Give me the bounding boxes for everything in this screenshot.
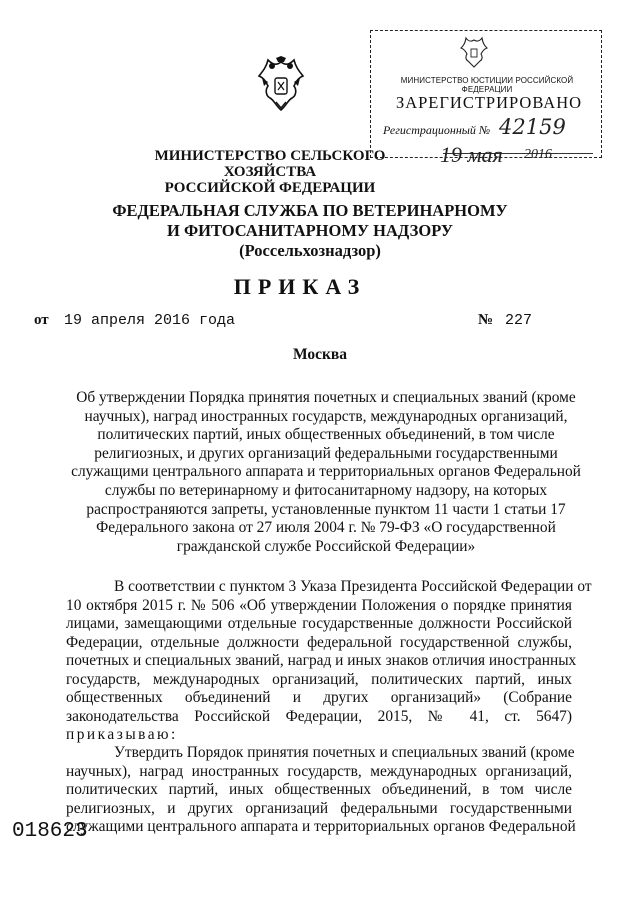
paragraph-line: 10 октября 2015 г. № 506 «Об утверждении Положения о порядке принятия [66, 596, 572, 614]
subject-line: Федерального закона от 27 июля 2004 г. № 79-ФЗ «О государственной [96, 519, 556, 537]
paragraph-line: лицами, замещающими отдельные государственные должности Российской [66, 615, 572, 632]
preamble-paragraph [66, 578, 592, 745]
paragraph-line: служащими центрального аппарата и территориальных органов Федеральной [66, 818, 576, 835]
stamp-registered-label: ЗАРЕГИСТРИРОВАНО [395, 93, 583, 112]
order-subject [60, 389, 592, 556]
paragraph-line: Утвердить Порядок принятия почетных и специальных званий (кроме [114, 744, 575, 761]
service-name-line2: И ФИТОСАНИТАРНОМУ НАДЗОРУ [167, 221, 453, 240]
subject-line: гражданской службе Российской Федерации» [176, 537, 476, 555]
order-title: ПРИКАЗ [233, 274, 367, 299]
number-prefix: № [478, 312, 494, 328]
paragraph-line: законодательства Российской Федерации, 2015, № 41, ст. 5647) [66, 707, 572, 725]
registration-stamp [370, 30, 602, 158]
subject-line: религиозных, и других организаций федеральными государственными [94, 444, 558, 462]
page-serial-code: 018623 [12, 820, 88, 843]
order-number: 227 [505, 312, 533, 329]
stamp-date: 19 мая [440, 142, 503, 167]
ministry-country: РОССИЙСКОЙ ФЕДЕРАЦИИ [164, 180, 376, 196]
stamp-ministry-name: МИНИСТЕРСТВО ЮСТИЦИИ РОССИЙСКОЙ ФЕДЕРАЦИИ [400, 76, 574, 94]
stamp-number-label: Регистрационный № [383, 123, 491, 137]
service-short-name: (Россельхознадзор) [239, 241, 381, 260]
date-prefix: от [34, 312, 49, 328]
russian-coat-of-arms-icon [256, 56, 306, 114]
paragraph-line: политических партий, иных общественных объединений, в том числе [66, 781, 572, 798]
paragraph-line: научных), наград иностранных государств, международных организаций, [66, 762, 572, 780]
paragraph-line: религиозных, и других организаций федеральными государственными [66, 799, 572, 817]
subject-line: Об утверждении Порядка принятия почетных и специальных званий (кроме [76, 389, 576, 406]
subject-line: распространяются запреты, установленные пунктом 11 части 1 статьи 17 [86, 500, 566, 518]
paragraph-line: государств, международных организаций, политических партий, иных [66, 670, 572, 688]
order-directive: приказываю: [66, 726, 178, 743]
order-date: 19 апреля 2016 года [64, 312, 236, 329]
paragraph-line: В соответствии с пунктом 3 Указа Президента Российской Федерации от [114, 578, 592, 595]
subject-line: службы по ветеринарному и фитосанитарному надзору, на которых [104, 481, 548, 499]
stamp-registration-number: 42159 [499, 115, 566, 139]
coat-of-arms-icon [460, 36, 488, 68]
paragraph-line: общественных объединений и других организаций» (Собрание [66, 689, 572, 706]
subject-line: служащими центрального аппарата и территориальных органов Федеральной [71, 463, 581, 481]
paragraph-line: почетных и специальных званий, наград и иных знаков отличия иностранных [66, 652, 577, 669]
ministry-name: МИНИСТЕРСТВО СЕЛЬСКОГО ХОЗЯЙСТВА [154, 148, 386, 180]
stamp-year: 2016 [524, 147, 552, 162]
subject-line: политических партий, иных общественных объединений, в том числе [97, 426, 555, 444]
service-header [100, 201, 520, 261]
subject-line: научных), наград иностранных государств, международных организаций, [84, 407, 568, 425]
service-name-line1: ФЕДЕРАЛЬНАЯ СЛУЖБА ПО ВЕТЕРИНАРНОМУ [112, 201, 508, 220]
city: Москва [292, 346, 348, 363]
paragraph-line: Федерации, отдельные должности федеральной государственной службы, [66, 633, 572, 651]
directive-paragraph [66, 744, 576, 837]
